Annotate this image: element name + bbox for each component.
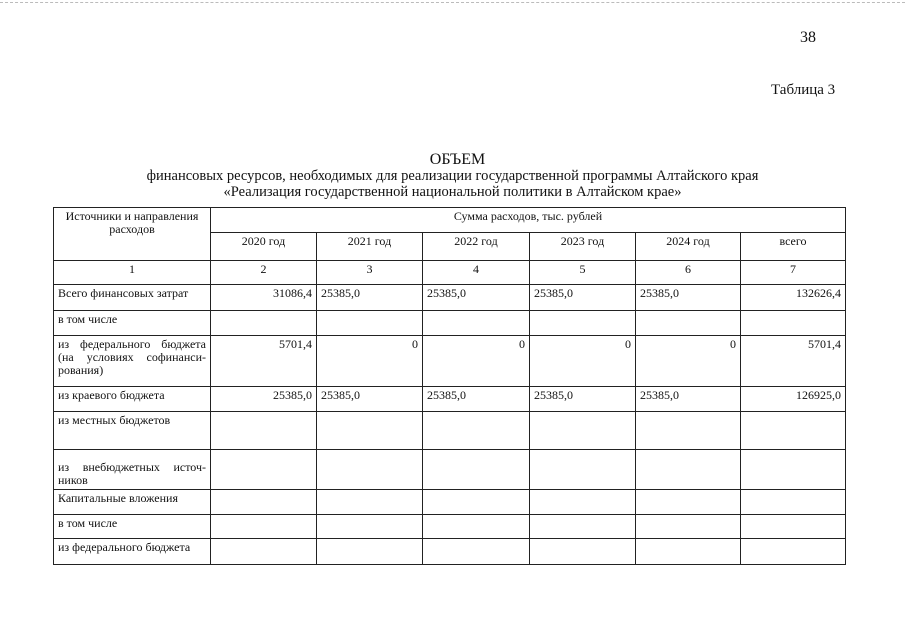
row-value: 25385,0: [211, 387, 317, 412]
row-value: [636, 539, 741, 565]
row-value: [741, 311, 846, 336]
row-value: [636, 311, 741, 336]
row-value: [317, 450, 423, 490]
row-value: [211, 311, 317, 336]
row-value: 126925,0: [741, 387, 846, 412]
header-sources: Источники и направления расходов: [54, 208, 211, 261]
header-year: 2020 год: [211, 233, 317, 261]
budget-table: [53, 207, 846, 565]
row-value: 25385,0: [317, 285, 423, 311]
row-value: 31086,4: [211, 285, 317, 311]
row-value: [211, 490, 317, 515]
row-value: [211, 450, 317, 490]
row-value: [530, 311, 636, 336]
row-value: [317, 515, 423, 539]
row-value: 0: [423, 336, 530, 387]
column-number: 1: [54, 261, 211, 285]
row-value: [636, 412, 741, 450]
row-value: [423, 450, 530, 490]
row-value: [317, 412, 423, 450]
row-value: 5701,4: [741, 336, 846, 387]
column-number: 4: [423, 261, 530, 285]
row-label: из краевого бюджета: [54, 387, 211, 412]
row-value: [741, 539, 846, 565]
table-row: [54, 515, 846, 539]
row-value: [636, 450, 741, 490]
row-value: [530, 539, 636, 565]
table-row: [54, 387, 846, 412]
row-value: 5701,4: [211, 336, 317, 387]
row-value: [211, 539, 317, 565]
header-year: 2024 год: [636, 233, 741, 261]
row-value: 25385,0: [530, 387, 636, 412]
table-row: [54, 285, 846, 311]
table-row: [54, 311, 846, 336]
column-number: 7: [741, 261, 846, 285]
row-value: 25385,0: [530, 285, 636, 311]
row-value: [317, 490, 423, 515]
column-number: 6: [636, 261, 741, 285]
row-value: [530, 450, 636, 490]
row-value: [423, 311, 530, 336]
row-value: [741, 490, 846, 515]
table-row: [54, 412, 846, 450]
row-label: Капитальные вложения: [54, 490, 211, 515]
row-label: Всего финансовых затрат: [54, 285, 211, 311]
column-number: 3: [317, 261, 423, 285]
row-value: 132626,4: [741, 285, 846, 311]
row-value: [530, 412, 636, 450]
heading-program-name: «Реализация государственной национальной политики в Алтайском крае»: [223, 184, 682, 200]
row-value: [423, 412, 530, 450]
row-label: из местных бюджетов: [54, 412, 211, 450]
row-value: 0: [636, 336, 741, 387]
table-row: [54, 450, 846, 490]
row-value: 25385,0: [317, 387, 423, 412]
row-value: [636, 515, 741, 539]
column-number: 5: [530, 261, 636, 285]
row-value: 25385,0: [636, 387, 741, 412]
header-year: 2022 год: [423, 233, 530, 261]
row-label: из внебюджетных источ-ников: [54, 450, 211, 490]
row-value: [741, 412, 846, 450]
table-label: Таблица 3: [771, 82, 836, 98]
header-sum: Сумма расходов, тыс. рублей: [211, 208, 846, 233]
row-value: [530, 515, 636, 539]
table-row: [54, 490, 846, 515]
document-heading: [0, 152, 905, 200]
row-value: [741, 450, 846, 490]
row-value: 0: [530, 336, 636, 387]
row-value: [423, 539, 530, 565]
table-row: [54, 539, 846, 565]
row-value: [423, 515, 530, 539]
row-label: в том числе: [54, 311, 211, 336]
row-label: из федерального бюджета (на условиях софинанси-рования): [54, 336, 211, 387]
row-value: 25385,0: [636, 285, 741, 311]
page-top-border: [0, 2, 905, 3]
row-value: 25385,0: [423, 285, 530, 311]
row-value: [317, 539, 423, 565]
row-label: из федерального бюджета: [54, 539, 211, 565]
row-value: [211, 412, 317, 450]
column-number: 2: [211, 261, 317, 285]
row-value: 0: [317, 336, 423, 387]
row-value: [741, 515, 846, 539]
header-year: 2021 год: [317, 233, 423, 261]
row-value: [211, 515, 317, 539]
page-number: 38: [800, 29, 816, 46]
header-year: 2023 год: [530, 233, 636, 261]
row-value: [317, 311, 423, 336]
heading-title: ОБЪЕМ: [429, 151, 486, 168]
row-label: в том числе: [54, 515, 211, 539]
heading-subtitle: финансовых ресурсов, необходимых для реализации государственной программы Алтайского края: [146, 168, 759, 184]
table-row: [54, 336, 846, 387]
header-total: всего: [741, 233, 846, 261]
row-value: [530, 490, 636, 515]
row-value: [636, 490, 741, 515]
row-value: 25385,0: [423, 387, 530, 412]
row-value: [423, 490, 530, 515]
